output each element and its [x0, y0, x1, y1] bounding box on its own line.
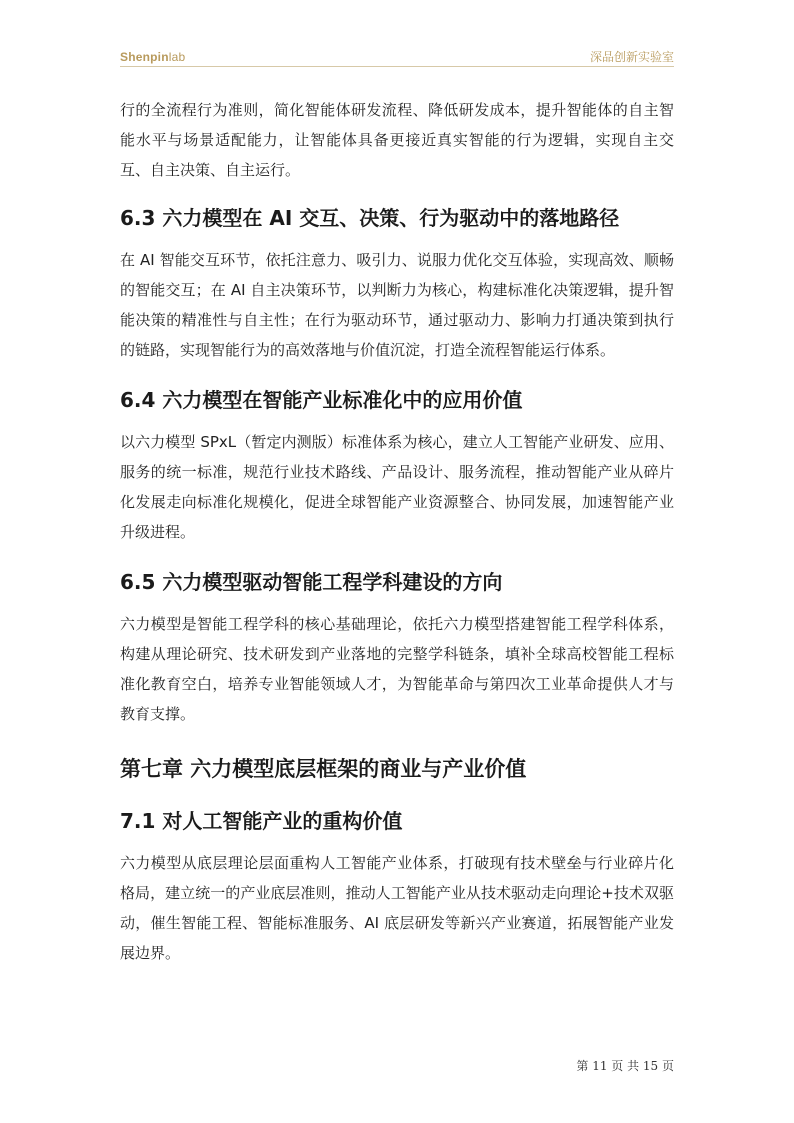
page-number: 第 11 页 共 15 页	[576, 1059, 674, 1073]
lab-name: 深品创新实验室	[589, 50, 674, 64]
section-6-5-paragraph: 六力模型是智能工程学科的核心基础理论，依托六力模型搭建智能工程学科体系，构建从理论研究、技术研发到产业落地的完整学科链条，填补全球高校智能工程标准化教育空白，培养专业智能领域人才，为智能革命与第四次工业革命提供人才与教育支撑。	[120, 615, 674, 723]
section-6-4-paragraph: 以六力模型 SPxL（暂定内测版）标准体系为核心，建立人工智能产业研发、应用、服务的统一标准，规范行业技术路线、产品设计、服务流程，推动智能产业从碎片化发展走向标准化规模化，促进全球智能产业资源整合、协同发展，加速智能产业升级进程。	[120, 433, 674, 541]
intro-paragraph: 行的全流程行为准则，简化智能体研发流程、降低研发成本，提升智能体的自主智能水平与场景适配能力，让智能体具备更接近真实智能的行为逻辑，实现自主交互、自主决策、自主运行。	[120, 101, 674, 179]
section-6-4-heading: 6.4 六力模型在智能产业标准化中的应用价值	[120, 388, 523, 412]
section-6-3-heading: 6.3 六力模型在 AI 交互、决策、行为驱动中的落地路径	[120, 206, 620, 230]
section-7-1-paragraph: 六力模型从底层理论层面重构人工智能产业体系，打破现有技术壁垒与行业碎片化格局，建立统一的产业底层准则，推动人工智能产业从技术驱动走向理论+技术双驱动，催生智能工程、智能标准服务、AI 底层研发等新兴产业赛道，拓展智能产业发展边界。	[120, 854, 674, 962]
brand-logo-text	[120, 50, 185, 64]
document-body	[120, 95, 674, 968]
brand-name-light: lab	[168, 50, 186, 64]
chapter-7-heading: 第七章 六力模型底层框架的商业与产业价值	[120, 757, 527, 781]
section-7-1-heading: 7.1 对人工智能产业的重构价值	[120, 809, 403, 833]
brand-name-bold: Shenpin	[120, 50, 169, 64]
page-header	[120, 50, 674, 67]
section-6-3-paragraph: 在 AI 智能交互环节，依托注意力、吸引力、说服力优化交互体验，实现高效、顺畅的智能交互；在 AI 自主决策环节，以判断力为核心，构建标准化决策逻辑，提升智能决策的精准性与自主性；在行为驱动环节，通过驱动力、影响力打通决策到执行的链路，实现智能行为的高效落地与价值沉淀，打造全流程智能运行体系。	[120, 251, 674, 359]
section-6-5-heading: 6.5 六力模型驱动智能工程学科建设的方向	[120, 570, 503, 594]
